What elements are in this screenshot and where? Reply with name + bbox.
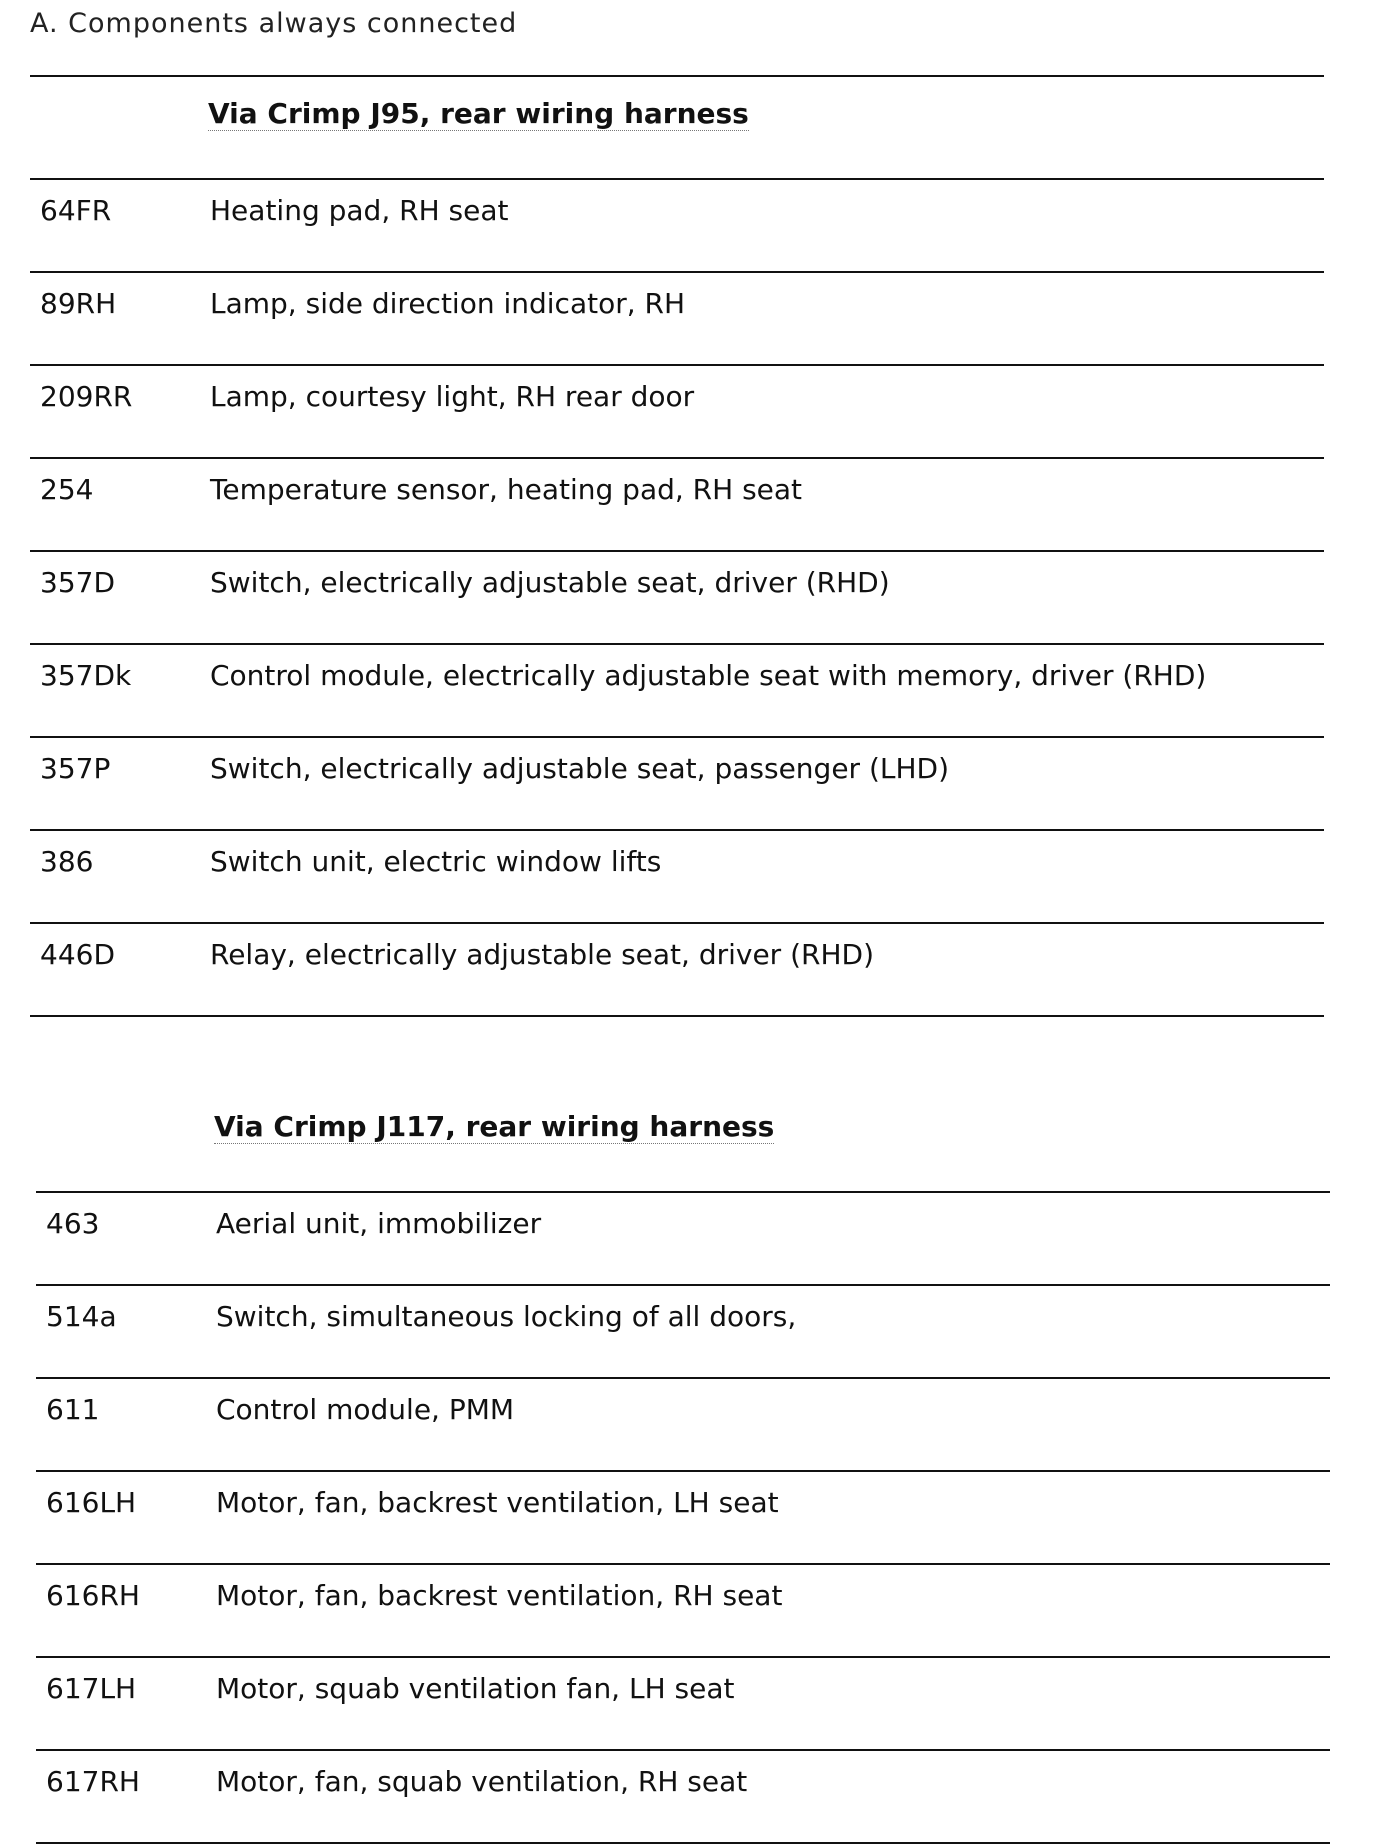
component-code: 357D <box>40 566 116 599</box>
component-description: Control module, electrically adjustable seat with memory, driver (RHD) <box>210 659 1207 692</box>
section-j117 <box>36 1090 1330 1844</box>
component-code: 514a <box>46 1300 117 1333</box>
page-header: A. Components always connected <box>30 8 518 39</box>
section-title <box>30 77 1324 178</box>
component-description: Switch unit, electric window lifts <box>210 845 662 878</box>
component-code: 611 <box>46 1393 100 1426</box>
component-code: 617RH <box>46 1765 140 1798</box>
component-code: 64FR <box>40 194 112 227</box>
table-row <box>30 457 1324 550</box>
component-description: Control module, PMM <box>216 1393 515 1426</box>
table-row <box>30 922 1324 1015</box>
component-description: Switch, electrically adjustable seat, passenger (LHD) <box>210 752 950 785</box>
component-description: Switch, electrically adjustable seat, driver (RHD) <box>210 566 890 599</box>
component-description: Temperature sensor, heating pad, RH seat <box>210 473 803 506</box>
component-code: 89RH <box>40 287 117 320</box>
component-description: Heating pad, RH seat <box>210 194 509 227</box>
table-row <box>30 829 1324 922</box>
table-row <box>36 1377 1330 1470</box>
component-code: 357Dk <box>40 659 132 692</box>
table-row <box>30 364 1324 457</box>
table-row <box>36 1656 1330 1749</box>
table-row <box>36 1563 1330 1656</box>
component-code: 386 <box>40 845 94 878</box>
table-row <box>30 643 1324 736</box>
section-title-text: Via Crimp J117, rear wiring harness <box>214 1110 775 1143</box>
component-code: 616LH <box>46 1486 137 1519</box>
table-row <box>36 1191 1330 1284</box>
component-code: 254 <box>40 473 94 506</box>
component-description: Motor, fan, backrest ventilation, RH seat <box>216 1579 783 1612</box>
component-description: Lamp, side direction indicator, RH <box>210 287 686 320</box>
component-code: 616RH <box>46 1579 140 1612</box>
component-description: Motor, squab ventilation fan, LH seat <box>216 1672 735 1705</box>
section-j95 <box>30 75 1324 1017</box>
bottom-rule <box>30 1015 1324 1017</box>
component-description: Switch, simultaneous locking of all doors, <box>216 1300 797 1333</box>
section-title <box>36 1090 1330 1191</box>
table-row <box>30 178 1324 271</box>
component-description: Motor, fan, squab ventilation, RH seat <box>216 1765 748 1798</box>
table-row <box>36 1284 1330 1377</box>
table-row <box>30 271 1324 364</box>
component-code: 463 <box>46 1207 100 1240</box>
component-description: Motor, fan, backrest ventilation, LH seat <box>216 1486 779 1519</box>
table-row <box>30 736 1324 829</box>
component-description: Relay, electrically adjustable seat, driver (RHD) <box>210 938 875 971</box>
component-description: Lamp, courtesy light, RH rear door <box>210 380 695 413</box>
table-row <box>36 1749 1330 1842</box>
component-code: 357P <box>40 752 111 785</box>
component-code: 446D <box>40 938 116 971</box>
component-description: Aerial unit, immobilizer <box>216 1207 542 1240</box>
component-code: 209RR <box>40 380 133 413</box>
table-row <box>30 550 1324 643</box>
component-code: 617LH <box>46 1672 137 1705</box>
section-title-text: Via Crimp J95, rear wiring harness <box>208 97 749 130</box>
table-row <box>36 1470 1330 1563</box>
